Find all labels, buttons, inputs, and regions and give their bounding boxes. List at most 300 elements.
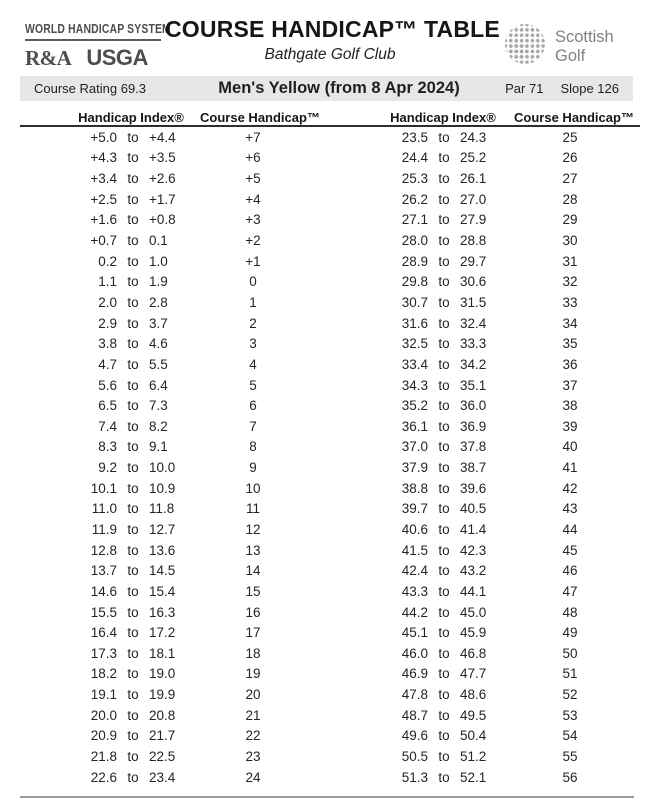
- range-high: 15.4: [149, 583, 176, 599]
- range-high: +4.4: [149, 129, 176, 145]
- table-row: [0, 375, 651, 396]
- range-to-word: to: [127, 294, 139, 310]
- range-to-word: to: [438, 274, 450, 290]
- range-high: 27.0: [460, 191, 487, 207]
- range-high: 19.9: [149, 687, 176, 703]
- range-low: +1.6: [90, 212, 117, 228]
- range-low: 31.6: [401, 315, 428, 331]
- range-to-word: to: [438, 233, 450, 249]
- handicap-index-range-right: [374, 664, 514, 685]
- range-to-word: to: [127, 728, 139, 744]
- table-row: [0, 705, 651, 726]
- range-high: 36.9: [460, 418, 487, 434]
- course-handicap-header-right: Course Handicap™: [514, 110, 634, 125]
- handicap-index-range-left: [63, 457, 203, 478]
- handicap-index-range-right: [374, 457, 514, 478]
- handicap-index-range-right: [374, 519, 514, 540]
- range-high: 8.2: [149, 418, 168, 434]
- range-to-word: to: [127, 418, 139, 434]
- handicap-index-range-left: [63, 519, 203, 540]
- handicap-index-range-left: [63, 395, 203, 416]
- range-low: 17.3: [90, 645, 117, 661]
- table-row: [0, 168, 651, 189]
- handicap-index-range-left: [63, 189, 203, 210]
- course-handicap-value-right: 50: [562, 645, 578, 661]
- range-to-word: to: [438, 212, 450, 228]
- course-handicap-value-right: 48: [562, 604, 578, 620]
- range-high: 23.4: [149, 769, 176, 785]
- range-high: 2.8: [149, 294, 168, 310]
- scottish-golf-line1: Scottish: [555, 28, 614, 47]
- range-to-word: to: [127, 769, 139, 785]
- range-to-word: to: [127, 460, 139, 476]
- range-low: 22.6: [90, 769, 117, 785]
- range-high: 51.2: [460, 749, 487, 765]
- range-to-word: to: [127, 687, 139, 703]
- range-to-word: to: [127, 336, 139, 352]
- table-row: [0, 602, 651, 623]
- handicap-index-range-left: [63, 354, 203, 375]
- course-handicap-value-right: 25: [562, 129, 578, 145]
- handicap-index-range-left: [63, 705, 203, 726]
- bottom-rule: [20, 796, 634, 798]
- range-to-word: to: [438, 501, 450, 517]
- range-low: 28.9: [401, 253, 428, 269]
- range-low: 8.3: [98, 439, 117, 455]
- range-to-word: to: [438, 666, 450, 682]
- range-low: 25.3: [401, 171, 428, 187]
- handicap-index-range-right: [374, 540, 514, 561]
- range-high: 36.0: [460, 398, 487, 414]
- range-high: 20.8: [149, 707, 176, 723]
- handicap-index-range-left: [63, 581, 203, 602]
- range-to-word: to: [438, 398, 450, 414]
- course-handicap-value-right: 56: [562, 769, 578, 785]
- table-row: [0, 271, 651, 292]
- whs-logo: [25, 21, 175, 71]
- table-row: [0, 210, 651, 231]
- range-high: 10.9: [149, 480, 176, 496]
- course-handicap-value-left: 3: [249, 336, 257, 352]
- handicap-index-range-right: [374, 127, 514, 148]
- course-handicap-value-left: 10: [245, 480, 261, 496]
- range-high: 1.9: [149, 274, 168, 290]
- range-low: 46.0: [401, 645, 428, 661]
- range-high: 45.0: [460, 604, 487, 620]
- range-low: +5.0: [90, 129, 117, 145]
- course-handicap-value-left: 2: [249, 315, 257, 331]
- table-row: [0, 292, 651, 313]
- course-handicap-value-left: 9: [249, 460, 257, 476]
- handicap-index-range-right: [374, 416, 514, 437]
- range-to-word: to: [127, 212, 139, 228]
- par-slope-group: [469, 81, 619, 96]
- course-handicap-value-right: 39: [562, 418, 578, 434]
- course-handicap-value-right: 43: [562, 501, 578, 517]
- range-to-word: to: [127, 521, 139, 537]
- course-handicap-value-left: 1: [249, 294, 257, 310]
- range-low: 45.1: [401, 625, 428, 641]
- range-low: 15.5: [90, 604, 117, 620]
- range-high: 7.3: [149, 398, 168, 414]
- range-high: 0.1: [149, 233, 168, 249]
- range-high: 44.1: [460, 583, 487, 599]
- range-high: 29.7: [460, 253, 487, 269]
- course-rating: Course Rating 69.3: [34, 81, 147, 96]
- handicap-index-range-right: [374, 375, 514, 396]
- range-low: 27.1: [401, 212, 428, 228]
- table-row: [0, 437, 651, 458]
- range-to-word: to: [438, 356, 450, 372]
- course-handicap-value-left: 16: [245, 604, 261, 620]
- range-high: 17.2: [149, 625, 176, 641]
- range-high: 48.6: [460, 687, 487, 703]
- course-handicap-value-left: 20: [245, 687, 261, 703]
- range-low: 51.3: [401, 769, 428, 785]
- range-low: 50.5: [401, 749, 428, 765]
- table-row: [0, 560, 651, 581]
- handicap-index-range-right: [374, 726, 514, 747]
- course-handicap-value-right: 28: [562, 191, 578, 207]
- range-low: 43.3: [401, 583, 428, 599]
- info-bar: [20, 76, 633, 101]
- range-to-word: to: [438, 294, 450, 310]
- range-low: 32.5: [401, 336, 428, 352]
- table-row: [0, 622, 651, 643]
- range-to-word: to: [438, 480, 450, 496]
- range-to-word: to: [127, 666, 139, 682]
- range-to-word: to: [438, 583, 450, 599]
- range-low: 28.0: [401, 233, 428, 249]
- table-row: [0, 746, 651, 767]
- range-to-word: to: [127, 274, 139, 290]
- course-handicap-value-left: 15: [245, 583, 261, 599]
- range-low: 16.4: [90, 625, 117, 641]
- range-high: 47.7: [460, 666, 487, 682]
- range-to-word: to: [127, 398, 139, 414]
- table-row: [0, 230, 651, 251]
- handicap-index-range-right: [374, 602, 514, 623]
- range-to-word: to: [127, 563, 139, 579]
- course-handicap-value-left: 5: [249, 377, 257, 393]
- range-to-word: to: [438, 150, 450, 166]
- range-low: 49.6: [401, 728, 428, 744]
- range-low: 48.7: [401, 707, 428, 723]
- range-high: 43.2: [460, 563, 487, 579]
- range-to-word: to: [438, 604, 450, 620]
- course-handicap-value-left: +4: [245, 191, 261, 207]
- range-high: 6.4: [149, 377, 168, 393]
- course-handicap-value-left: +6: [245, 150, 261, 166]
- range-low: 4.7: [98, 356, 117, 372]
- course-handicap-value-right: 27: [562, 171, 578, 187]
- range-low: 34.3: [401, 377, 428, 393]
- range-high: 45.9: [460, 625, 487, 641]
- range-low: 5.6: [98, 377, 117, 393]
- handicap-index-range-left: [63, 478, 203, 499]
- handicap-index-range-left: [63, 230, 203, 251]
- handicap-index-range-right: [374, 292, 514, 313]
- handicap-index-range-left: [63, 251, 203, 272]
- range-high: 49.5: [460, 707, 487, 723]
- range-high: 42.3: [460, 542, 487, 558]
- table-row: [0, 499, 651, 520]
- tee-title: Men's Yellow (from 8 Apr 2024): [218, 79, 460, 97]
- range-high: 1.0: [149, 253, 168, 269]
- range-to-word: to: [438, 253, 450, 269]
- range-low: 46.9: [401, 666, 428, 682]
- range-to-word: to: [438, 749, 450, 765]
- handicap-index-header-left: Handicap Index®: [78, 110, 184, 125]
- table-row: [0, 189, 651, 210]
- range-low: 3.8: [98, 336, 117, 352]
- range-to-word: to: [438, 418, 450, 434]
- range-low: 11.0: [91, 501, 117, 517]
- scottish-golf-line2: Golf: [555, 46, 586, 65]
- range-low: 2.0: [98, 294, 117, 310]
- range-high: 50.4: [460, 728, 487, 744]
- course-handicap-header-left: Course Handicap™: [200, 110, 320, 125]
- handicap-index-range-left: [63, 210, 203, 231]
- handicap-index-range-right: [374, 581, 514, 602]
- range-low: 24.4: [401, 150, 428, 166]
- course-handicap-value-right: 47: [562, 583, 578, 599]
- handicap-index-range-right: [374, 395, 514, 416]
- range-high: 12.7: [149, 521, 176, 537]
- course-handicap-value-right: 45: [562, 542, 578, 558]
- range-to-word: to: [438, 460, 450, 476]
- range-high: 13.6: [149, 542, 176, 558]
- course-handicap-value-right: 32: [562, 274, 578, 290]
- table-row: [0, 684, 651, 705]
- handicap-index-range-left: [63, 767, 203, 788]
- course-handicap-value-left: 0: [249, 274, 257, 290]
- course-handicap-value-right: 40: [562, 439, 578, 455]
- course-handicap-value-left: 14: [245, 563, 261, 579]
- course-handicap-value-right: 26: [562, 150, 578, 166]
- range-to-word: to: [438, 439, 450, 455]
- handicap-index-range-left: [63, 375, 203, 396]
- range-low: 6.5: [98, 398, 117, 414]
- range-low: +3.4: [90, 171, 117, 187]
- title-block: [165, 16, 500, 64]
- range-to-word: to: [127, 253, 139, 269]
- handicap-index-range-left: [63, 313, 203, 334]
- range-high: 9.1: [149, 439, 168, 455]
- range-to-word: to: [127, 604, 139, 620]
- range-to-word: to: [438, 521, 450, 537]
- range-to-word: to: [127, 171, 139, 187]
- range-high: +0.8: [149, 212, 176, 228]
- range-low: 18.2: [90, 666, 117, 682]
- range-to-word: to: [438, 728, 450, 744]
- range-high: 39.6: [460, 480, 487, 496]
- range-low: 12.8: [90, 542, 117, 558]
- range-to-word: to: [438, 769, 450, 785]
- table-row: [0, 457, 651, 478]
- range-to-word: to: [127, 645, 139, 661]
- scottish-golf-text: [555, 28, 614, 65]
- range-high: 5.5: [149, 356, 168, 372]
- range-high: 32.4: [460, 315, 487, 331]
- course-handicap-value-left: 6: [249, 398, 257, 414]
- handicap-index-range-left: [63, 540, 203, 561]
- handicap-index-range-right: [374, 210, 514, 231]
- whs-logo-marks: [25, 45, 175, 71]
- range-high: 46.8: [460, 645, 487, 661]
- page-title: COURSE HANDICAP™ TABLE: [165, 16, 500, 42]
- table-rows: [0, 127, 651, 788]
- range-low: 1.1: [98, 274, 117, 290]
- range-to-word: to: [438, 707, 450, 723]
- range-high: 22.5: [149, 749, 176, 765]
- range-to-word: to: [438, 171, 450, 187]
- randa-logo: R&A: [25, 46, 72, 70]
- range-to-word: to: [438, 563, 450, 579]
- range-low: 42.4: [401, 563, 428, 579]
- range-to-word: to: [127, 233, 139, 249]
- range-to-word: to: [127, 625, 139, 641]
- range-low: 0.2: [98, 253, 117, 269]
- handicap-index-range-right: [374, 705, 514, 726]
- handicap-index-range-right: [374, 767, 514, 788]
- range-to-word: to: [438, 129, 450, 145]
- range-to-word: to: [127, 191, 139, 207]
- course-handicap-value-left: 12: [245, 521, 261, 537]
- course-handicap-value-left: 11: [245, 501, 260, 517]
- course-handicap-value-right: 55: [562, 749, 578, 765]
- range-high: 4.6: [149, 336, 168, 352]
- handicap-index-range-left: [63, 437, 203, 458]
- range-low: 30.7: [401, 294, 428, 310]
- handicap-index-range-left: [63, 746, 203, 767]
- range-high: +2.6: [149, 171, 176, 187]
- handicap-index-range-right: [374, 271, 514, 292]
- range-high: 41.4: [460, 521, 487, 537]
- handicap-index-range-left: [63, 726, 203, 747]
- range-to-word: to: [127, 501, 139, 517]
- range-low: +0.7: [90, 233, 117, 249]
- range-low: 11.9: [91, 521, 117, 537]
- handicap-index-range-left: [63, 622, 203, 643]
- course-handicap-value-left: 4: [249, 356, 257, 372]
- table-header-row: [0, 110, 651, 124]
- course-handicap-value-left: +3: [245, 212, 261, 228]
- course-handicap-value-right: 52: [562, 687, 578, 703]
- range-low: 44.2: [401, 604, 428, 620]
- range-to-word: to: [127, 150, 139, 166]
- range-high: 38.7: [460, 460, 487, 476]
- handicap-index-range-left: [63, 168, 203, 189]
- range-to-word: to: [127, 356, 139, 372]
- table-row: [0, 416, 651, 437]
- range-to-word: to: [127, 707, 139, 723]
- range-low: 19.1: [90, 687, 117, 703]
- course-handicap-value-right: 36: [562, 356, 578, 372]
- range-to-word: to: [127, 583, 139, 599]
- course-handicap-value-right: 44: [562, 521, 578, 537]
- course-handicap-value-right: 46: [562, 563, 578, 579]
- table-row: [0, 333, 651, 354]
- range-low: +2.5: [90, 191, 117, 207]
- range-high: 14.5: [149, 563, 176, 579]
- range-high: 40.5: [460, 501, 487, 517]
- range-to-word: to: [438, 336, 450, 352]
- course-handicap-value-right: 35: [562, 336, 578, 352]
- range-low: 38.8: [401, 480, 428, 496]
- course-handicap-value-left: +1: [245, 253, 261, 269]
- course-handicap-value-right: 37: [562, 377, 578, 393]
- range-low: +4.3: [90, 150, 117, 166]
- range-low: 35.2: [401, 398, 428, 414]
- range-low: 40.6: [401, 521, 428, 537]
- handicap-index-range-right: [374, 230, 514, 251]
- range-high: 3.7: [149, 315, 168, 331]
- course-handicap-value-right: 54: [562, 728, 578, 744]
- range-high: 31.5: [460, 294, 487, 310]
- handicap-index-range-left: [63, 271, 203, 292]
- range-high: 26.1: [460, 171, 487, 187]
- course-handicap-value-left: 24: [245, 769, 261, 785]
- table-row: [0, 726, 651, 747]
- par-value: Par 71: [505, 81, 544, 96]
- handicap-index-range-right: [374, 313, 514, 334]
- range-low: 41.5: [401, 542, 428, 558]
- course-handicap-value-right: 49: [562, 625, 578, 641]
- handicap-index-range-left: [63, 664, 203, 685]
- range-to-word: to: [127, 377, 139, 393]
- range-to-word: to: [127, 129, 139, 145]
- range-low: 39.7: [401, 501, 428, 517]
- handicap-index-range-right: [374, 746, 514, 767]
- range-to-word: to: [438, 377, 450, 393]
- range-low: 9.2: [98, 460, 117, 476]
- course-handicap-value-right: 53: [562, 707, 578, 723]
- range-low: 2.9: [98, 315, 117, 331]
- range-high: 33.3: [460, 336, 487, 352]
- course-handicap-value-left: +5: [245, 171, 261, 187]
- course-handicap-value-right: 34: [562, 315, 578, 331]
- course-handicap-value-right: 42: [562, 480, 578, 496]
- range-to-word: to: [438, 315, 450, 331]
- range-to-word: to: [127, 542, 139, 558]
- handicap-index-range-right: [374, 437, 514, 458]
- handicap-index-range-left: [63, 292, 203, 313]
- handicap-index-range-right: [374, 684, 514, 705]
- range-low: 37.0: [401, 439, 428, 455]
- handicap-index-range-right: [374, 333, 514, 354]
- handicap-index-range-left: [63, 148, 203, 169]
- range-high: 18.1: [149, 645, 176, 661]
- whs-logo-text: WORLD HANDICAP SYSTEM: [25, 21, 171, 36]
- course-handicap-value-right: 38: [562, 398, 578, 414]
- range-high: 10.0: [149, 460, 176, 476]
- range-low: 10.1: [90, 480, 117, 496]
- course-handicap-value-left: 7: [249, 418, 257, 434]
- range-high: 24.3: [460, 129, 487, 145]
- handicap-index-range-right: [374, 499, 514, 520]
- range-high: 25.2: [460, 150, 487, 166]
- range-high: 34.2: [460, 356, 487, 372]
- range-low: 7.4: [98, 418, 117, 434]
- handicap-index-range-right: [374, 478, 514, 499]
- table-row: [0, 767, 651, 788]
- handicap-index-range-left: [63, 499, 203, 520]
- table-row: [0, 519, 651, 540]
- table-row: [0, 313, 651, 334]
- table-row: [0, 354, 651, 375]
- table-row: [0, 395, 651, 416]
